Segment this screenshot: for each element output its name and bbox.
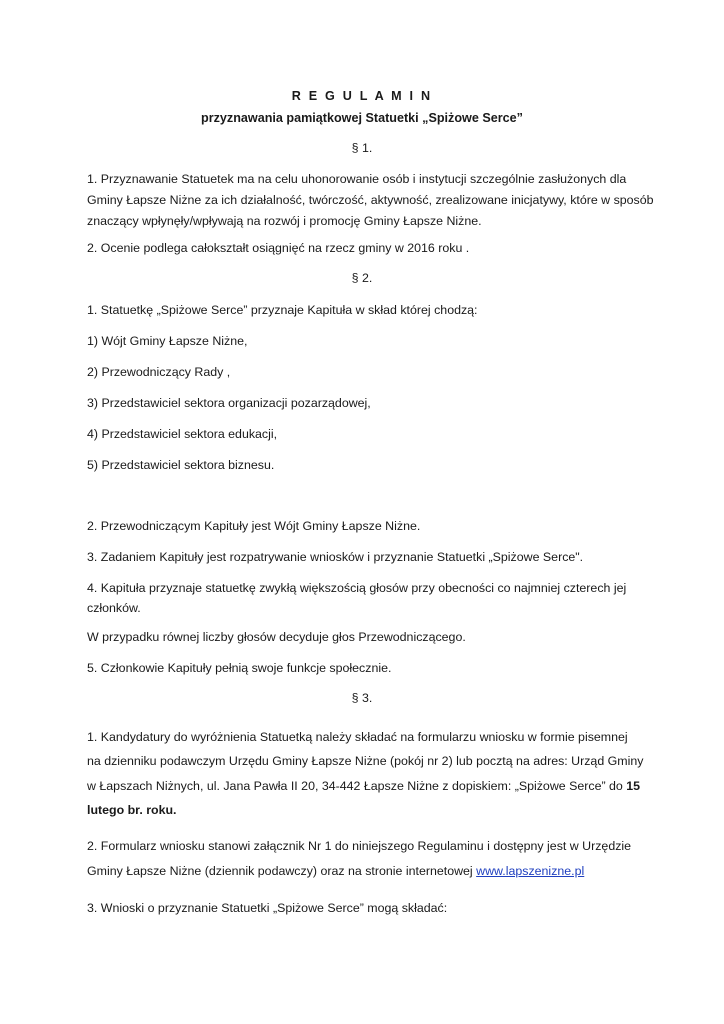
section-3-paragraph-2-line-1: 2. Formularz wniosku stanowi załącznik Nr 1 do niniejszego Regulaminu i dostępny jest w Urzędzie bbox=[87, 839, 632, 853]
website-link[interactable]: www.lapszenizne.pl bbox=[476, 864, 585, 878]
kapitula-member-2: 2) Przewodniczący Rady , bbox=[87, 365, 231, 379]
kapitula-member-1: 1) Wójt Gminy Łapsze Niżne, bbox=[87, 334, 248, 348]
document-title: R E G U L A M I N bbox=[291, 89, 433, 103]
section-1-paragraph-2: 2. Ocenie podlega całokształt osiągnięć na rzecz gminy w 2016 roku . bbox=[87, 241, 470, 255]
section-2-paragraph-1: 1. Statuetkę „Spiżowe Serce” przyznaje Kapituła w skład której chodzą: bbox=[87, 303, 478, 317]
section-1-paragraph-1-line-1: 1. Przyznawanie Statuetek ma na celu uhonorowanie osób i instytucji szczególnie zasłużonych dla bbox=[87, 172, 627, 186]
section-2-paragraph-3: 3. Zadaniem Kapituły jest rozpatrywanie wniosków i przyznanie Statuetki „Spiżowe Serce". bbox=[87, 550, 584, 564]
document-subtitle: przyznawania pamiątkowej Statuetki „Spiżowe Serce” bbox=[201, 111, 523, 125]
section-2-paragraph-4-line-1: 4. Kapituła przyznaje statuetkę zwykłą większością głosów przy obecności co najmniej czterech jej bbox=[87, 581, 627, 595]
section-1-heading: § 1. bbox=[351, 141, 373, 155]
section-3-availability-text: Gminy Łapsze Niżne (dziennik podawczy) oraz na stronie internetowej bbox=[87, 864, 477, 878]
deadline-month: lutego br. roku. bbox=[87, 803, 177, 817]
section-2-paragraph-5: 5. Członkowie Kapituły pełnią swoje funkcje społecznie. bbox=[87, 661, 392, 675]
kapitula-member-4: 4) Przedstawiciel sektora edukacji, bbox=[87, 427, 278, 441]
section-3-paragraph-1-line-1: 1. Kandydatury do wyróżnienia Statuetką należy składać na formularzu wniosku w formie pisemnej bbox=[87, 730, 628, 744]
section-3-paragraph-1-line-4 bbox=[87, 802, 177, 818]
section-3-address-text: w Łapszach Niżnych, ul. Jana Pawła II 20, 34-442 Łapsze Niżne z dopiskiem: „Spiżowe Serce” do bbox=[87, 779, 627, 793]
section-3-paragraph-3: 3. Wnioski o przyznanie Statuetki „Spiżowe Serce” mogą składać: bbox=[87, 901, 448, 915]
kapitula-member-5: 5) Przedstawiciel sektora biznesu. bbox=[87, 458, 275, 472]
section-1-paragraph-1-line-3: znaczący wpłynęły/wpływają na rozwój i promocję Gminy Łapsze Niżne. bbox=[87, 214, 482, 228]
deadline-day: 15 bbox=[626, 779, 641, 793]
kapitula-member-3: 3) Przedstawiciel sektora organizacji pozarządowej, bbox=[87, 396, 371, 410]
section-1-paragraph-1-line-2: Gminy Łapsze Niżne za ich działalność, twórczość, aktywność, zrealizowane inicjatywy, które w sposób bbox=[87, 193, 654, 207]
section-2-tie-rule: W przypadku równej liczby głosów decyduje głos Przewodniczącego. bbox=[87, 630, 466, 644]
section-2-heading: § 2. bbox=[351, 271, 373, 285]
section-3-heading: § 3. bbox=[351, 691, 373, 705]
section-2-paragraph-4-line-2: członków. bbox=[87, 601, 141, 615]
section-2-paragraph-2: 2. Przewodniczącym Kapituły jest Wójt Gminy Łapsze Niżne. bbox=[87, 519, 421, 533]
section-3-paragraph-2-line-2 bbox=[87, 863, 584, 879]
section-3-paragraph-1-line-2: na dzienniku podawczym Urzędu Gminy Łapsze Niżne (pokój nr 2) lub pocztą na adres: Urząd Gminy bbox=[87, 754, 644, 768]
section-3-paragraph-1-line-3 bbox=[87, 778, 640, 794]
